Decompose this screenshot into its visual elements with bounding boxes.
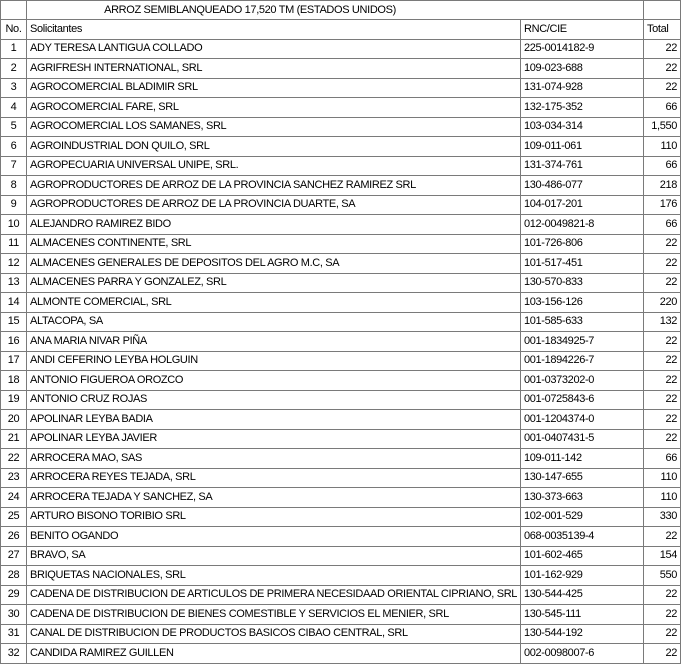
table-row — [1, 156, 681, 176]
table-row — [1, 59, 681, 79]
solicitante-cell: AGROPRODUCTORES DE ARROZ DE LA PROVINCIA SANCHEZ RAMIREZ SRL — [27, 176, 521, 196]
table-row — [1, 293, 681, 313]
row-number-cell: 5 — [1, 117, 27, 137]
rnc-cell: 101-585-633 — [521, 312, 644, 332]
table-row — [1, 605, 681, 625]
total-cell: 22 — [644, 351, 681, 371]
table-row — [1, 176, 681, 196]
row-number-cell: 21 — [1, 429, 27, 449]
total-cell: 22 — [644, 605, 681, 625]
table-row — [1, 234, 681, 254]
solicitante-cell: ANTONIO FIGUEROA OROZCO — [27, 371, 521, 391]
row-number-cell: 28 — [1, 566, 27, 586]
rnc-cell: 130-570-833 — [521, 273, 644, 293]
total-cell: 22 — [644, 254, 681, 274]
header-solicitantes: Solicitantes — [27, 20, 521, 40]
table-row — [1, 507, 681, 527]
table-row — [1, 449, 681, 469]
total-cell: 22 — [644, 234, 681, 254]
solicitante-cell: ALMACENES GENERALES DE DEPOSITOS DEL AGRO M.C, SA — [27, 254, 521, 274]
rnc-cell: 131-074-928 — [521, 78, 644, 98]
total-cell: 22 — [644, 39, 681, 59]
solicitante-cell: AGRIFRESH INTERNATIONAL, SRL — [27, 59, 521, 79]
row-number-cell: 31 — [1, 624, 27, 644]
solicitante-cell: BRIQUETAS NACIONALES, SRL — [27, 566, 521, 586]
row-number-cell: 6 — [1, 137, 27, 157]
solicitante-cell: ARROCERA MAO, SAS — [27, 449, 521, 469]
solicitante-cell: AGROPECUARIA UNIVERSAL UNIPE, SRL. — [27, 156, 521, 176]
total-cell: 132 — [644, 312, 681, 332]
solicitante-cell: CANAL DE DISTRIBUCION DE PRODUCTOS BASICOS CIBAO CENTRAL, SRL — [27, 624, 521, 644]
solicitante-cell: ARROCERA TEJADA Y SANCHEZ, SA — [27, 488, 521, 508]
table-title — [27, 1, 644, 20]
total-cell: 550 — [644, 566, 681, 586]
rnc-cell: 001-0725843-6 — [521, 390, 644, 410]
header-row — [1, 20, 681, 40]
solicitante-cell: CANDIDA RAMIREZ GUILLEN — [27, 644, 521, 664]
row-number-cell: 22 — [1, 449, 27, 469]
header-rnc: RNC/CIE — [521, 20, 644, 40]
rnc-cell: 130-147-655 — [521, 468, 644, 488]
rnc-cell: 101-162-929 — [521, 566, 644, 586]
solicitante-cell: ALEJANDRO RAMIREZ BIDO — [27, 215, 521, 235]
rnc-cell: 101-602-465 — [521, 546, 644, 566]
total-cell: 22 — [644, 273, 681, 293]
row-number-cell: 27 — [1, 546, 27, 566]
solicitante-cell: ANDI CEFERINO LEYBA HOLGUIN — [27, 351, 521, 371]
total-cell: 66 — [644, 156, 681, 176]
row-number-cell: 8 — [1, 176, 27, 196]
row-number-cell: 15 — [1, 312, 27, 332]
total-cell: 330 — [644, 507, 681, 527]
rnc-cell: 001-1204374-0 — [521, 410, 644, 430]
solicitante-cell: AGROINDUSTRIAL DON QUILO, SRL — [27, 137, 521, 157]
table-row — [1, 371, 681, 391]
total-cell: 110 — [644, 488, 681, 508]
table-row — [1, 351, 681, 371]
total-cell: 22 — [644, 371, 681, 391]
rnc-cell: 130-544-192 — [521, 624, 644, 644]
header-no: No. — [1, 20, 27, 40]
table-row — [1, 566, 681, 586]
total-cell: 22 — [644, 624, 681, 644]
total-cell: 22 — [644, 410, 681, 430]
rnc-cell: 002-0098007-6 — [521, 644, 644, 664]
row-number-cell: 11 — [1, 234, 27, 254]
total-cell: 154 — [644, 546, 681, 566]
table-row — [1, 273, 681, 293]
title-blank-cell — [1, 1, 27, 20]
solicitante-cell: ARROCERA REYES TEJADA, SRL — [27, 468, 521, 488]
rnc-cell: 131-374-761 — [521, 156, 644, 176]
row-number-cell: 1 — [1, 39, 27, 59]
table-row — [1, 254, 681, 274]
total-cell: 22 — [644, 332, 681, 352]
total-cell: 22 — [644, 527, 681, 547]
row-number-cell: 16 — [1, 332, 27, 352]
row-number-cell: 14 — [1, 293, 27, 313]
row-number-cell: 32 — [1, 644, 27, 664]
rnc-cell: 001-1834925-7 — [521, 332, 644, 352]
rnc-cell: 012-0049821-8 — [521, 215, 644, 235]
row-number-cell: 2 — [1, 59, 27, 79]
table-row — [1, 527, 681, 547]
table-row — [1, 429, 681, 449]
rnc-cell: 103-034-314 — [521, 117, 644, 137]
row-number-cell: 13 — [1, 273, 27, 293]
rnc-cell: 102-001-529 — [521, 507, 644, 527]
rnc-cell: 130-545-111 — [521, 605, 644, 625]
row-number-cell: 9 — [1, 195, 27, 215]
table-row — [1, 195, 681, 215]
table-row — [1, 117, 681, 137]
table-row — [1, 644, 681, 664]
rnc-cell: 068-0035139-4 — [521, 527, 644, 547]
table-row — [1, 585, 681, 605]
solicitante-cell: ALMACENES PARRA Y GONZALEZ, SRL — [27, 273, 521, 293]
solicitante-cell: ALTACOPA, SA — [27, 312, 521, 332]
row-number-cell: 10 — [1, 215, 27, 235]
total-cell: 22 — [644, 78, 681, 98]
total-cell: 22 — [644, 429, 681, 449]
rnc-cell: 130-486-077 — [521, 176, 644, 196]
table-row — [1, 312, 681, 332]
solicitante-cell: BENITO OGANDO — [27, 527, 521, 547]
total-cell: 1,550 — [644, 117, 681, 137]
row-number-cell: 3 — [1, 78, 27, 98]
table-row — [1, 98, 681, 118]
total-cell: 66 — [644, 215, 681, 235]
solicitante-cell: ALMONTE COMERCIAL, SRL — [27, 293, 521, 313]
solicitante-cell: AGROCOMERCIAL FARE, SRL — [27, 98, 521, 118]
row-number-cell: 30 — [1, 605, 27, 625]
solicitante-cell: ADY TERESA LANTIGUA COLLADO — [27, 39, 521, 59]
row-number-cell: 4 — [1, 98, 27, 118]
row-number-cell: 26 — [1, 527, 27, 547]
table-row — [1, 215, 681, 235]
rnc-cell: 101-517-451 — [521, 254, 644, 274]
table-title-text: ARROZ SEMIBLANQUEADO 17,520 TM (ESTADOS UNIDOS) — [104, 3, 396, 16]
solicitante-cell: APOLINAR LEYBA BADIA — [27, 410, 521, 430]
table-row — [1, 410, 681, 430]
table-row — [1, 78, 681, 98]
solicitante-cell: CADENA DE DISTRIBUCION DE BIENES COMESTIBLE Y SERVICIOS EL MENIER, SRL — [27, 605, 521, 625]
solicitante-cell: ANTONIO CRUZ ROJAS — [27, 390, 521, 410]
rnc-cell: 104-017-201 — [521, 195, 644, 215]
solicitante-cell: AGROCOMERCIAL BLADIMIR SRL — [27, 78, 521, 98]
rnc-cell: 109-011-142 — [521, 449, 644, 469]
total-cell: 22 — [644, 644, 681, 664]
row-number-cell: 18 — [1, 371, 27, 391]
table-row — [1, 390, 681, 410]
solicitante-cell: ARTURO BISONO TORIBIO SRL — [27, 507, 521, 527]
table-row — [1, 332, 681, 352]
rnc-cell: 001-1894226-7 — [521, 351, 644, 371]
total-cell: 110 — [644, 468, 681, 488]
solicitante-cell: BRAVO, SA — [27, 546, 521, 566]
total-cell: 218 — [644, 176, 681, 196]
solicitante-cell: AGROPRODUCTORES DE ARROZ DE LA PROVINCIA DUARTE, SA — [27, 195, 521, 215]
rnc-cell: 225-0014182-9 — [521, 39, 644, 59]
total-cell: 22 — [644, 585, 681, 605]
rnc-cell: 001-0407431-5 — [521, 429, 644, 449]
rnc-cell: 101-726-806 — [521, 234, 644, 254]
rnc-cell: 109-011-061 — [521, 137, 644, 157]
rnc-cell: 130-373-663 — [521, 488, 644, 508]
rnc-cell: 109-023-688 — [521, 59, 644, 79]
total-cell: 22 — [644, 59, 681, 79]
rnc-cell: 001-0373202-0 — [521, 371, 644, 391]
title-row — [1, 1, 681, 20]
table-row — [1, 546, 681, 566]
total-cell: 176 — [644, 195, 681, 215]
solicitante-cell: APOLINAR LEYBA JAVIER — [27, 429, 521, 449]
solicitante-cell: ANA MARIA NIVAR PIÑA — [27, 332, 521, 352]
total-cell: 66 — [644, 98, 681, 118]
solicitante-cell: ALMACENES CONTINENTE, SRL — [27, 234, 521, 254]
row-number-cell: 25 — [1, 507, 27, 527]
table-row — [1, 624, 681, 644]
row-number-cell: 23 — [1, 468, 27, 488]
row-number-cell: 17 — [1, 351, 27, 371]
total-cell: 220 — [644, 293, 681, 313]
total-cell: 66 — [644, 449, 681, 469]
row-number-cell: 20 — [1, 410, 27, 430]
row-number-cell: 24 — [1, 488, 27, 508]
rnc-cell: 132-175-352 — [521, 98, 644, 118]
table-row — [1, 137, 681, 157]
row-number-cell: 19 — [1, 390, 27, 410]
table-row — [1, 468, 681, 488]
row-number-cell: 7 — [1, 156, 27, 176]
total-cell: 22 — [644, 390, 681, 410]
header-total: Total — [644, 20, 681, 40]
solicitante-cell: CADENA DE DISTRIBUCION DE ARTICULOS DE PRIMERA NECESIDAAD ORIENTAL CIPRIANO, SRL — [27, 585, 521, 605]
table-row — [1, 39, 681, 59]
row-number-cell: 12 — [1, 254, 27, 274]
rnc-cell: 130-544-425 — [521, 585, 644, 605]
table-row — [1, 488, 681, 508]
total-cell: 110 — [644, 137, 681, 157]
rnc-cell: 103-156-126 — [521, 293, 644, 313]
solicitante-cell: AGROCOMERCIAL LOS SAMANES, SRL — [27, 117, 521, 137]
row-number-cell: 29 — [1, 585, 27, 605]
title-blank-cell-right — [644, 1, 681, 20]
